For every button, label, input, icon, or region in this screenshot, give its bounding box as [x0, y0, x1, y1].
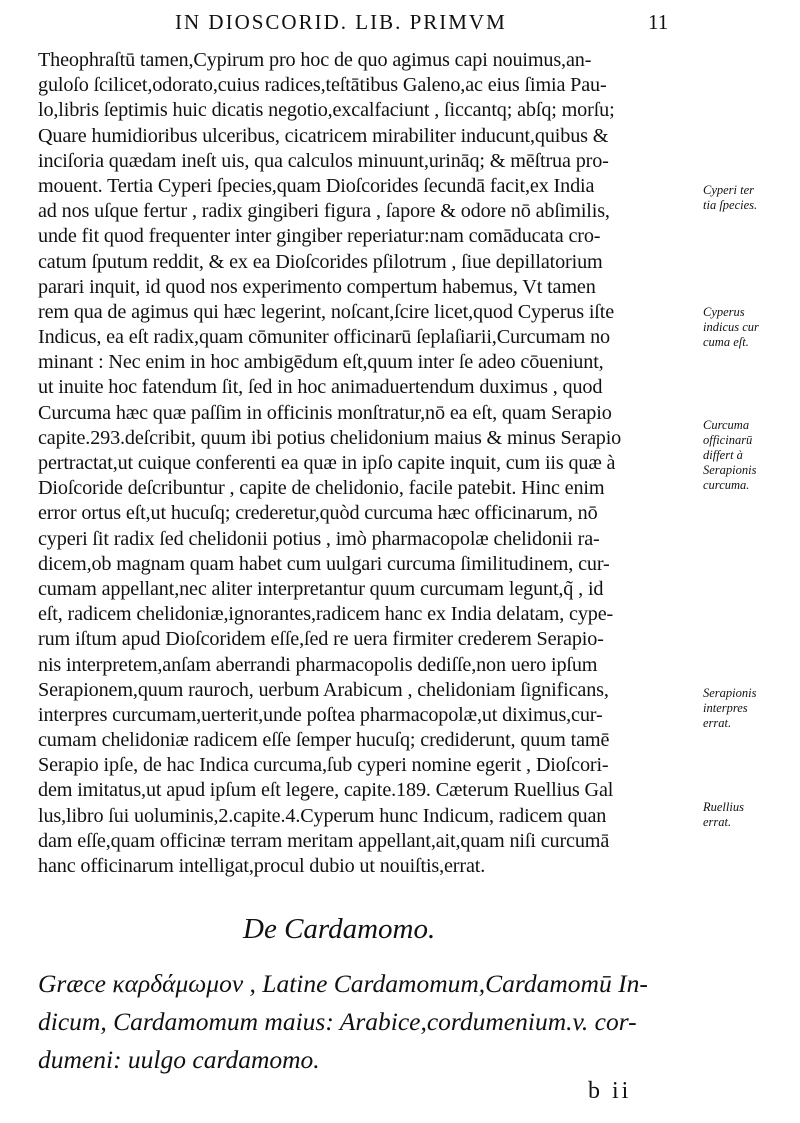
- text-line: Quare humidioribus ulceribus, cicatricem mirabiliter inducunt,quibus &: [38, 124, 609, 147]
- margin-note-cyperus-indicus: [703, 305, 795, 350]
- running-head-title: IN DIOSCORID. LIB. PRIMVM: [175, 10, 507, 34]
- running-head: [0, 10, 800, 40]
- text-line: catum ſputum reddit, & ex ea Dioſcorides pſilotrum , ſiue depillatorium: [38, 250, 603, 273]
- text-line: rem qua de agimus qui hæc legerint, noſcant,ſcire licet,quod Cyperus iſte: [38, 300, 615, 323]
- margin-note-line: interpres: [703, 701, 748, 715]
- section-heading: De Cardamomo.: [243, 913, 436, 945]
- margin-note-ruellius-errat: [703, 800, 795, 830]
- text-line: hanc officinarum intelligat,procul dubio ut nouiſtis,errat.: [38, 855, 486, 877]
- margin-note-line: officinarū: [703, 433, 753, 447]
- margin-note-line: errat.: [703, 716, 732, 730]
- cardamomum-names-block: [38, 965, 758, 1079]
- text-line: cyperi ſit radix ſed chelidonii potius , imò pharmacopolæ chelidonii ra-: [38, 527, 600, 550]
- text-line: Indicus, ea eſt radix,quam cōmuniter officinarū ſeplaſiarii,Curcumam no: [38, 326, 610, 349]
- text-line: Serapionem,quum rauroch, uerbum Arabicum , chelidoniam ſignificans,: [38, 678, 609, 701]
- text-line: ut inuite hoc fatendum ſit, ſed in hoc animaduertendum duximus , quod: [38, 376, 603, 399]
- text-line: minant : Nec enim in hoc ambigēdum eſt,quum inter ſe adeo cōueniunt,: [38, 351, 604, 374]
- text-line: pertractat,ut cuique conferenti ea quæ in ipſo capite inquit, cum iis quæ à: [38, 452, 616, 474]
- text-line: nis interpretem,anſam aberrandi pharmacopolis dediſſe,non uero ipſum: [38, 653, 598, 676]
- italic-line: dicum, Cardamomum maius: Arabice,cordumenium.v. cor-: [38, 1007, 637, 1036]
- margin-note-line: Cyperi ter: [703, 183, 755, 197]
- margin-note-line: indicus cur: [703, 320, 759, 334]
- italic-line: dumeni: uulgo cardamomo.: [38, 1045, 320, 1074]
- text-line: Serapio ipſe, de hac Indica curcuma,ſub cyperi nomine egerit , Dioſcori-: [38, 754, 609, 777]
- text-line: interpres curcumam,uerterit,unde poſtea pharmacopolæ,ut diximus,cur-: [38, 703, 603, 726]
- italic-line: Græce καρδάμωμον , Latine Cardamomum,Cardamomū In-: [38, 969, 648, 998]
- main-text-block: [38, 48, 698, 879]
- text-line: rum iſtum apud Dioſcoridem eſſe,ſed re uera firmiter crederem Serapio-: [38, 628, 604, 651]
- margin-note-line: Serapionis: [703, 686, 757, 700]
- margin-note-serapionis-interpres: [703, 686, 795, 731]
- text-line: unde fit quod frequenter inter gingiber reperiatur:nam comāducata cro-: [38, 225, 601, 248]
- text-line: cumam chelidoniæ radicem eſſe ſemper hucuſq; crediderunt, quum tamē: [38, 729, 610, 752]
- text-line: ad nos uſque fertur , radix gingiberi figura , ſapore & odore nō abſimilis,: [38, 200, 610, 223]
- text-line: capite.293.deſcribit, quum ibi potius chelidonium maius & minus Serapio: [38, 426, 622, 449]
- text-line: dicem,ob magnam quam habet cum uulgari curcuma ſimilitudinem, cur-: [38, 552, 610, 575]
- margin-note-cyperi-tertia-species: [703, 183, 795, 213]
- text-line: guloſo ſcilicet,odorato,cuius radices,teſtātibus Galeno,ac eius ſimia Pau-: [38, 74, 607, 97]
- margin-note-curcuma-officinarum: [703, 418, 795, 493]
- text-line: inciſoria quædam ineſt uis, qua calculos minuunt,urināq; & mēſtrua pro-: [38, 149, 609, 172]
- page-number: 11: [648, 10, 669, 34]
- text-line: dem imitatus,ut apud ipſum eſt legere, capite.189. Cæterum Ruellius Gal: [38, 779, 614, 802]
- margin-note-line: Cyperus: [703, 305, 745, 319]
- text-line: Dioſcoride deſcribuntur , capite de chelidonio, facile patebit. Hinc enim: [38, 477, 605, 500]
- text-line: lus,libro ſui uoluminis,2.capite.4.Cyperum hunc Indicum, radicem quan: [38, 804, 607, 827]
- margin-note-line: Ruellius: [703, 800, 744, 814]
- margin-note-line: differt à: [703, 448, 743, 462]
- signature-mark: b ii: [588, 1078, 632, 1104]
- margin-note-line: Serapionis: [703, 463, 757, 477]
- text-line: Theophraſtū tamen,Cypirum pro hoc de quo agimus capi nouimus,an-: [38, 49, 592, 71]
- margin-note-line: Curcuma: [703, 418, 750, 432]
- text-line: mouent. Tertia Cyperi ſpecies,quam Dioſcorides ſecundā facit,ex India: [38, 174, 595, 197]
- text-line: error ortus eſt,ut hucuſq; crederetur,quòd curcuma hæc officinarum, nō: [38, 502, 598, 525]
- margin-note-line: curcuma.: [703, 478, 750, 492]
- margin-note-line: errat.: [703, 815, 732, 829]
- text-line: dam eſſe,quam officinæ terram meritam appellant,ait,quam niſi curcumā: [38, 829, 610, 852]
- text-line: cumam appellant,nec aliter interpretantur quum curcumam legunt,q̃ , id: [38, 577, 604, 600]
- margin-note-line: cuma eſt.: [703, 335, 749, 349]
- text-line: parari inquit, id quod nos experimento compertum habemus, Vt tamen: [38, 275, 596, 298]
- text-line: lo,libris ſeptimis huic dicatis negotio,excalfaciunt , ſiccantq; abſq; morſu;: [38, 99, 615, 122]
- margin-note-line: tia ſpecies.: [703, 198, 758, 212]
- text-line: Curcuma hæc quæ paſſim in officinis monſtratur,nō ea eſt, quam Serapio: [38, 401, 612, 424]
- text-line: eſt, radicem chelidoniæ,ignorantes,radicem hanc ex India delatam, cype-: [38, 603, 614, 626]
